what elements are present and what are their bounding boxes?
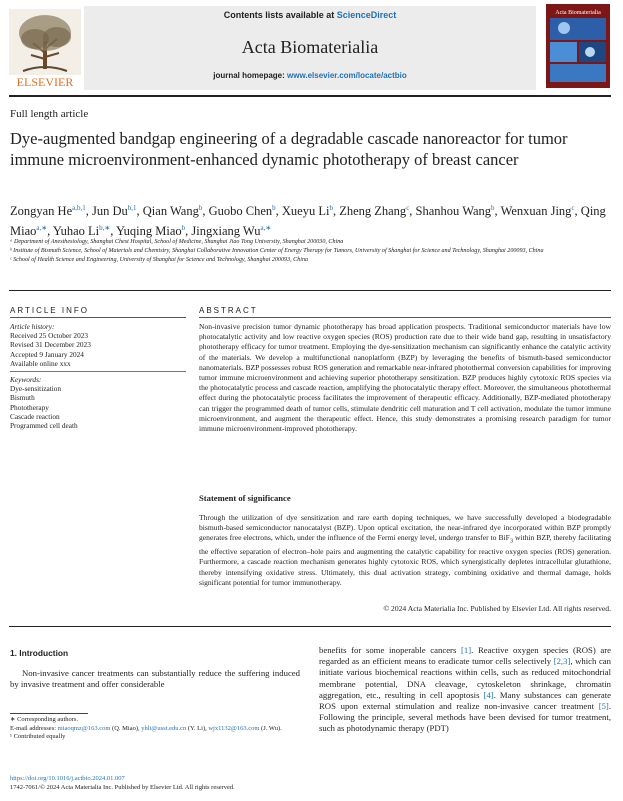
affiliations	[10, 238, 610, 265]
author-separator: ,	[47, 224, 53, 239]
article-info-heading: ARTICLE INFO	[10, 306, 89, 315]
elsevier-tree-logo	[9, 9, 81, 89]
section-rule	[9, 290, 611, 291]
history-received: Received 25 October 2023	[10, 331, 89, 341]
keyword: Cascade reaction	[10, 411, 60, 421]
contrib-note: ¹ Contributed equally	[10, 733, 66, 741]
history-online: Available online xxx	[10, 358, 71, 368]
article-title: Dye-augmented bandgap engineering of a degradable cascade nanoreactor for tumor immune microenvironment-enhanced dynamic phototherapy of breast cancer	[10, 129, 568, 169]
citation-link[interactable]: [1]	[461, 645, 472, 655]
email-link[interactable]: yhli@usst.edu.cn	[141, 724, 187, 732]
author-separator: ,	[185, 224, 192, 239]
author-separator: ,	[202, 204, 209, 219]
header-rule	[9, 95, 611, 97]
author-separator: ,	[85, 204, 92, 219]
body-text-run: . Following the principle, several methods have been devised for tumor treatment, such as photodynamic therapy (PDT)	[319, 701, 611, 734]
author-affiliation-marker[interactable]: b	[272, 204, 276, 212]
keyword: Bismuth	[10, 393, 35, 403]
author-name: Qing Miao	[10, 204, 606, 239]
email-link[interactable]: wjx1132@163.com	[208, 724, 260, 732]
affiliation-c: ᶜ School of Health Science and Engineering, University of Shanghai for Science and Technology, Shanghai 200093, China	[10, 257, 309, 263]
author-affiliation-marker[interactable]: a,b,1	[72, 204, 86, 212]
journal-header	[0, 0, 623, 96]
email-label: E-mail addresses:	[10, 724, 58, 732]
article-info-rule	[10, 317, 186, 318]
author-affiliation-marker[interactable]: c	[571, 204, 575, 212]
keyword: Dye-sensitization	[10, 384, 62, 394]
introduction-heading: 1. Introduction	[10, 648, 69, 658]
body-text-run: , which can initiate various biochemical reactions within cells, such as reduced mitochondrial membrane potential, DNA cleavage, cytoskeleton shrinkage, chromatin aggregation, etc., resulting in cell apoptosis	[319, 656, 611, 700]
doi-link[interactable]: https://doi.org/10.1016/j.actbio.2024.01.007	[10, 775, 125, 782]
citation-link[interactable]: [5]	[598, 701, 609, 712]
email-owner: (J. Wu).	[259, 724, 282, 732]
author-separator: ,	[409, 204, 416, 219]
issn-line: 1742-7061/© 2024 Acta Materialia Inc. Published by Elsevier Ltd. All rights reserved.	[10, 784, 235, 791]
article-type: Full length article	[10, 108, 89, 120]
author-affiliation-marker[interactable]: b	[198, 204, 203, 212]
author-separator: ,	[275, 204, 282, 219]
email-link[interactable]: miaoqmz@163.com	[57, 724, 111, 732]
homepage-line	[84, 71, 536, 80]
author-separator: ,	[110, 224, 117, 239]
abstract-text: Non-invasive precision tumor dynamic phototherapy has broad application prospects. Traditional semiconductor materials have low photocatalytic activity and low reactive oxygen species (ROS) production rate due to their wide band gap, resulting in unsatisfactory phototherapy efficacy for tumor treatment. Employing the dye-sensitization mechanism can significantly enhance the catalytic activity of the materials. We develop a multifunctional nanoplatform (BZP) by leveraging the benefits of bismuth-based semiconductor nanomaterials. BZP possesses robust ROS generation and remarkable near-infrared photothermal conversion capabilities for improving tumor immune microenvironment and achieving superior phototherapy sensitization. BZP produces highly cytotoxic ROS species via the photocatalytic process and cascade reaction, amplifying the photocatalytic therapy effect. Moreover, the simultaneous photothermal effect during the photocatalytic process facilitates the improvement of therapeutic efficacy. Additionally, BZP-mediated phototherapy can trigger the programmed death of tumor cells, stimulate dendritic cell maturation and T cell activation, modulate the tumor immune microenvironment, and augment the therapeutic effect. Hence, this study demonstrates a promising research paradigm for tumor immune microenvironment-improved phototherapy.	[199, 322, 611, 434]
cover-artwork	[546, 4, 610, 88]
keyword: Programmed cell death	[10, 421, 78, 431]
author-name: Xueyu Li	[281, 204, 330, 219]
keywords-label: Keywords:	[10, 375, 42, 385]
corresponding-note: ∗ Corresponding authors.	[10, 716, 79, 723]
copyright-line: © 2024 Acta Materialia Inc. Published by Elsevier Ltd. All rights reserved.	[383, 604, 611, 613]
author-affiliation-marker[interactable]: b,1	[127, 204, 137, 212]
author-name: Shanhou Wang	[415, 204, 492, 219]
significance-text	[199, 513, 611, 588]
email-owner: (Q. Miao),	[110, 724, 142, 732]
article-info-block	[10, 322, 186, 430]
author-name: Qian Wang	[142, 204, 199, 219]
body-rule	[9, 626, 611, 627]
author-name: Wenxuan Jing	[500, 204, 572, 219]
significance-part-2: within BZP, thereby facilitating the effective separation of electron–hole pairs and augmenting the catalytic capability for reactive oxygen species (ROS) generation. Furthermore, a cascade reaction mechanism generates highly cytotoxic ROS, which synergistically depletes intracellular glutathione, thereby intensifying oxidative stress. Ultimately, this dual activation strategy, combining oxidative and thermal damage, holds significant potential for tumor immunotherapy.	[199, 533, 611, 587]
journal-cover-image	[546, 4, 610, 88]
citation-link[interactable]: [2,3]	[553, 656, 571, 667]
body-right-column	[319, 645, 611, 735]
author-name: Zheng Zhang	[339, 204, 407, 219]
footnotes	[10, 716, 300, 742]
author-name: Guobo Chen	[208, 204, 273, 219]
author-name: Yuhao Li	[52, 224, 100, 239]
email-owner: (Y. Li),	[186, 724, 209, 732]
history-revised: Revised 31 December 2023	[10, 340, 91, 350]
author-name: Yuqing Miao	[116, 224, 182, 239]
author-affiliation-marker[interactable]: a,∗	[260, 224, 272, 233]
significance-heading: Statement of significance	[199, 493, 291, 503]
author-affiliation-marker[interactable]: b	[329, 204, 333, 212]
homepage-link[interactable]: www.elsevier.com/locate/actbio	[287, 71, 407, 80]
body-text-run: . Reactive oxygen species (ROS) are regarded as an efficient means to eradicate tumor cells selectively	[319, 645, 611, 667]
significance-subscript: 3	[509, 537, 514, 545]
doi-line	[10, 774, 125, 783]
journal-title: Acta Biomaterialia	[241, 37, 379, 57]
author-separator: ,	[332, 204, 340, 219]
author-affiliation-marker[interactable]: c	[406, 204, 410, 212]
email-line	[10, 725, 300, 734]
body-text-run: . Many substances can generate ROS upon external stimulation and realize non-invasive cancer treatment	[319, 689, 611, 712]
body-text-run: benefits for some inoperable cancers	[319, 645, 462, 655]
author-list	[10, 200, 610, 240]
affiliation-a: ᵃ Department of Anesthesiology, Shanghai Chest Hospital, School of Medicine, Shanghai Jiao Tong University, Shanghai 200030, China	[10, 239, 344, 245]
contents-prefix: Contents lists available at	[223, 10, 337, 20]
citation-link[interactable]: [4]	[483, 689, 494, 700]
history-label: Article history:	[10, 322, 55, 331]
author-name: Zongyan He	[10, 204, 73, 219]
cover-title: Acta Biomaterialia	[555, 10, 601, 16]
author-name: Jingxiang Wu	[191, 224, 261, 239]
sciencedirect-link[interactable]: ScienceDirect	[336, 10, 397, 20]
publisher-logo-text: ELSEVIER	[16, 75, 74, 89]
significance-part-1: Through the utilization of dye sensitization and rare earth doping techniques, we have successfully developed a biodegradable bismuth-based semiconductor nanocatalyst (BZP). Upon optical excitation, the near-infrared dye incorporated within BZP promptly generates free electrons, which, under the influence of the Fermi energy level, undergo transfer to BiF	[199, 513, 611, 543]
author-affiliation-marker[interactable]: b,∗	[99, 224, 111, 233]
homepage-prefix: journal homepage:	[213, 71, 288, 80]
author-separator: ,	[136, 204, 143, 219]
history-accepted: Accepted 9 January 2024	[10, 349, 84, 359]
author-affiliation-marker[interactable]: b	[181, 224, 186, 233]
author-separator: ,	[574, 204, 581, 219]
affiliation-b: ᵇ Institute of Bismuth Science, School of Materials and Chemistry, Shanghai Collaborative Innovation Center of Energy Therapy for Tumors, University of Shanghai for Science and Technology, Shanghai 200093, China	[10, 248, 544, 254]
footnote-rule	[10, 713, 88, 714]
author-name: Jun Du	[92, 204, 128, 219]
keyword: Phototherapy	[10, 402, 49, 412]
abstract-heading: ABSTRACT	[199, 306, 258, 315]
introduction-text: Non-invasive cancer treatments can substantially reduce the suffering induced by invasive treatment and offer considerable	[10, 668, 300, 690]
author-affiliation-marker[interactable]: a,∗	[36, 224, 48, 233]
contents-line	[84, 10, 536, 20]
info-separator	[10, 371, 186, 372]
abstract-rule	[199, 317, 611, 318]
author-affiliation-marker[interactable]: b	[491, 204, 495, 212]
author-separator: ,	[494, 204, 501, 219]
